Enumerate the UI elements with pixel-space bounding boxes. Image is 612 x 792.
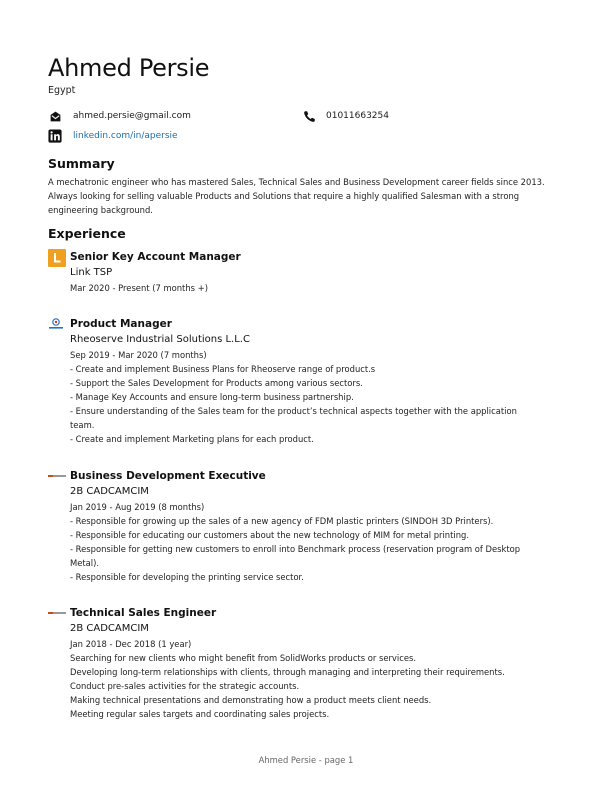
phone-text: 01011663254 — [326, 111, 389, 121]
job-title: Senior Key Account Manager — [70, 251, 241, 263]
summary-heading: Summary — [48, 156, 115, 171]
experience-heading: Experience — [48, 226, 126, 241]
job-description — [70, 514, 532, 584]
linkedin-icon — [48, 129, 62, 143]
job-company: Link TSP — [70, 267, 113, 278]
job-title: Product Manager — [70, 318, 172, 330]
email-text[interactable]: ahmed.persie@gmail.com — [73, 111, 191, 121]
job-bullet: Developing long-term relationships with clients, through managing and interpreting their requirements. — [70, 667, 505, 677]
job-bullet: Conduct pre-sales activities for the strategic accounts. — [70, 681, 300, 691]
phone-icon — [302, 109, 316, 123]
job-description — [70, 362, 532, 446]
job-title: Business Development Executive — [70, 470, 266, 482]
job-company: Rheoserve Industrial Solutions L.L.C — [70, 334, 250, 345]
job-bullet: Meeting regular sales targets and coordinating sales projects. — [70, 709, 330, 719]
job-dates: Mar 2020 - Present (7 months +) — [70, 283, 208, 293]
candidate-location: Egypt — [48, 85, 76, 96]
page-footer: Ahmed Persie - page 1 — [258, 755, 354, 765]
job-bullet: - Responsible for educating our customers about the new technology of MIM for metal printing. — [70, 530, 470, 540]
contact-phone — [302, 109, 389, 123]
contact-email — [48, 109, 191, 123]
linkedin-link[interactable]: linkedin.com/in/apersie — [73, 131, 178, 141]
cadcamcim-logo-icon — [48, 468, 66, 488]
job-dates: Sep 2019 - Mar 2020 (7 months) — [70, 350, 207, 360]
job-bullet: - Responsible for growing up the sales of a new agency of FDM plastic printers (SINDOH 3D Printers). — [70, 516, 494, 526]
job-bullet: Searching for new clients who might benefit from SolidWorks products or services. — [70, 653, 416, 663]
job-bullet: - Manage Key Accounts and ensure long-term business partnership. — [70, 392, 354, 402]
job-bullet: - Create and implement Marketing plans for each product. — [70, 434, 314, 444]
job-bullet: - Responsible for getting new customers to enroll into Benchmark process (reservation program of Desktop Metal). — [70, 544, 521, 568]
job-dates: Jan 2018 - Dec 2018 (1 year) — [70, 639, 192, 649]
job-bullet: - Ensure understanding of the Sales team for the product’s technical aspects together with the application team. — [70, 406, 517, 430]
job-bullet: - Support the Sales Development for Products among various sectors. — [70, 378, 363, 388]
job-title: Technical Sales Engineer — [70, 607, 217, 619]
contact-linkedin — [48, 129, 178, 143]
job-bullet: Making technical presentations and demonstrating how a product meets client needs. — [70, 695, 432, 705]
summary-text: A mechatronic engineer who has mastered Sales, Technical Sales and Business Development career fields since 2013. Always looking for selling valuable Products and Solutions that require a highly qualified Salesman with a strong engineering background. — [48, 177, 545, 215]
job-company: 2B CADCAMCIM — [70, 486, 149, 497]
candidate-name: Ahmed Persie — [48, 54, 210, 82]
job-dates: Jan 2019 - Aug 2019 (8 months) — [70, 502, 205, 512]
cadcamcim-logo-icon — [48, 605, 66, 625]
job-bullet: - Responsible for developing the printing service sector. — [70, 572, 304, 582]
job-bullet: - Create and implement Business Plans for Rheoserve range of product.s — [70, 364, 376, 374]
email-icon — [48, 109, 62, 123]
job-description — [70, 651, 532, 721]
link-tsp-logo-icon — [48, 249, 66, 271]
job-company: 2B CADCAMCIM — [70, 623, 149, 634]
rheoserve-logo-icon — [48, 316, 64, 336]
